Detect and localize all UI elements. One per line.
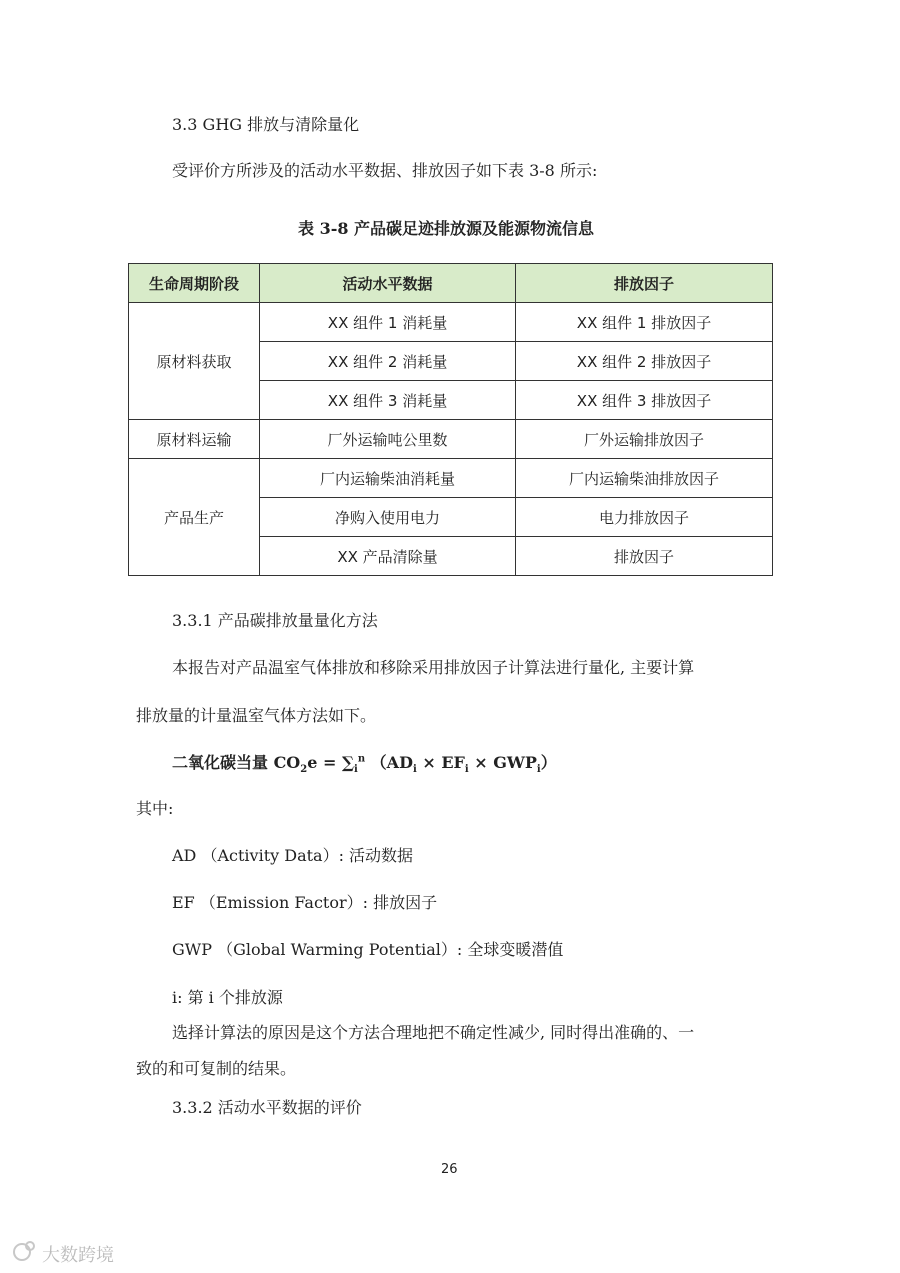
factor-cell: 排放因子 xyxy=(516,537,773,576)
paragraph-1-line-1: 本报告对产品温室气体排放和移除采用排放因子计算法进行量化, 主要计算 xyxy=(172,658,695,677)
formula-ad-i: i xyxy=(412,764,417,776)
activity-cell: 净购入使用电力 xyxy=(260,498,516,537)
watermark-logo-icon xyxy=(12,1240,36,1262)
table-row xyxy=(129,303,773,342)
table-row xyxy=(129,459,773,498)
factor-cell: XX 组件 1 排放因子 xyxy=(516,303,773,342)
paragraph-2-line-1: 选择计算法的原因是这个方法合理地把不确定性减少, 同时得出准确的、一 xyxy=(172,1023,695,1042)
formula-close: ） xyxy=(540,753,557,772)
definition-i: i: 第 i 个排放源 xyxy=(172,988,283,1007)
intro-text: 受评价方所涉及的活动水平数据、排放因子如下表 3-8 所示: xyxy=(172,161,598,180)
definition-gwp: GWP （Global Warming Potential）: 全球变暖潜值 xyxy=(172,940,564,959)
formula-open: （AD xyxy=(365,753,413,772)
table-header-row xyxy=(129,264,773,303)
table-row xyxy=(129,420,773,459)
formula-mid: e = ∑ xyxy=(307,753,354,772)
formula-sub-i: i xyxy=(354,764,358,776)
formula-times-ef: × EF xyxy=(416,753,465,772)
header-factor: 排放因子 xyxy=(516,264,773,303)
activity-cell: XX 组件 2 消耗量 xyxy=(260,342,516,381)
page-number: 26 xyxy=(441,1162,458,1177)
activity-cell: XX 产品清除量 xyxy=(260,537,516,576)
header-activity: 活动水平数据 xyxy=(260,264,516,303)
activity-cell: 厂外运输吨公里数 xyxy=(260,420,516,459)
formula-gwp-i: i xyxy=(536,764,541,776)
subsection-title-2: 3.3.2 活动水平数据的评价 xyxy=(172,1098,362,1117)
definition-ef: EF （Emission Factor）: 排放因子 xyxy=(172,893,438,912)
emission-table xyxy=(128,263,773,576)
formula-sub-2: 2 xyxy=(300,764,308,776)
formula xyxy=(172,750,557,775)
stage-cell: 原材料获取 xyxy=(129,303,260,420)
where-label: 其中: xyxy=(136,799,174,818)
factor-cell: XX 组件 3 排放因子 xyxy=(516,381,773,420)
factor-cell: 厂外运输排放因子 xyxy=(516,420,773,459)
formula-prefix: 二氧化碳当量 CO xyxy=(172,753,301,772)
paragraph-1-line-2: 排放量的计量温室气体方法如下。 xyxy=(136,706,377,725)
paragraph-2-line-2: 致的和可复制的结果。 xyxy=(136,1059,297,1078)
activity-cell: XX 组件 3 消耗量 xyxy=(260,381,516,420)
formula-ef-i: i xyxy=(464,764,469,776)
header-stage: 生命周期阶段 xyxy=(129,264,260,303)
factor-cell: 厂内运输柴油排放因子 xyxy=(516,459,773,498)
stage-cell: 原材料运输 xyxy=(129,420,260,459)
factor-cell: 电力排放因子 xyxy=(516,498,773,537)
table-caption: 表 3-8 产品碳足迹排放源及能源物流信息 xyxy=(298,219,595,238)
formula-sup-n: n xyxy=(357,753,366,765)
activity-cell: XX 组件 1 消耗量 xyxy=(260,303,516,342)
activity-cell: 厂内运输柴油消耗量 xyxy=(260,459,516,498)
stage-cell: 产品生产 xyxy=(129,459,260,576)
factor-cell: XX 组件 2 排放因子 xyxy=(516,342,773,381)
watermark-text: 大数跨境 xyxy=(42,1245,114,1266)
definition-ad: AD （Activity Data）: 活动数据 xyxy=(172,846,414,865)
subsection-title-1: 3.3.1 产品碳排放量量化方法 xyxy=(172,611,378,630)
formula-times-gwp: × GWP xyxy=(468,753,537,772)
section-title: 3.3 GHG 排放与清除量化 xyxy=(172,115,360,134)
